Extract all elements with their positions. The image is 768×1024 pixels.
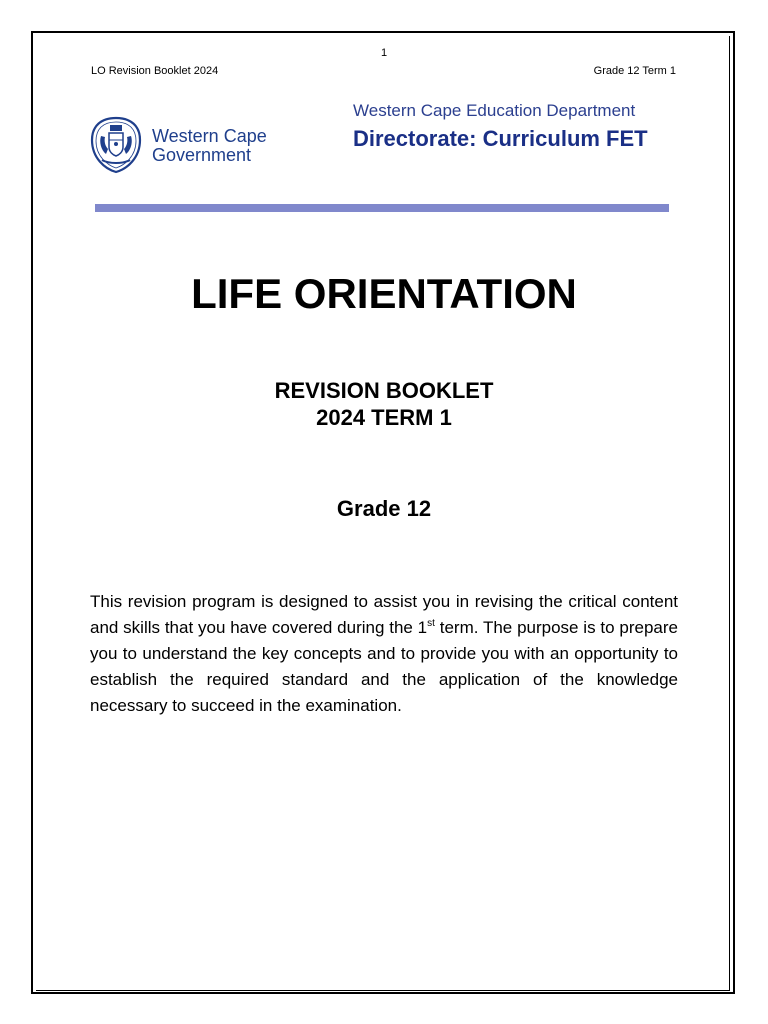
- header-right: Grade 12 Term 1: [593, 65, 676, 77]
- page-number: 1: [380, 47, 388, 59]
- intro-text-part2: term. The purpose is to prepare you to understand the key concepts and to provide you with an opportunity to establish the required standard and the application of the knowledge necessary to succeed in the examination.: [90, 618, 678, 715]
- government-name: [152, 127, 267, 165]
- coat-of-arms-icon: [89, 116, 143, 174]
- subtitle-line1: REVISION BOOKLET: [274, 378, 494, 403]
- header-left: LO Revision Booklet 2024: [91, 65, 219, 77]
- department-name: Western Cape Education Department: [353, 101, 636, 120]
- grade-label: Grade 12: [336, 496, 432, 521]
- government-name-line2: Government: [152, 145, 252, 165]
- document-subtitle: [0, 377, 768, 431]
- government-name-line1: Western Cape: [152, 126, 267, 146]
- ordinal-superscript: st: [427, 618, 435, 629]
- directorate-name: Directorate: Curriculum FET: [353, 126, 648, 151]
- divider-rule: [95, 204, 669, 212]
- subtitle-line2: 2024 TERM 1: [316, 405, 452, 430]
- document-title: LIFE ORIENTATION: [191, 270, 577, 317]
- intro-text-part1: This revision program is designed to assist you in revising the critical content and skills that you have covered during the 1: [90, 592, 678, 637]
- intro-paragraph: [90, 589, 678, 719]
